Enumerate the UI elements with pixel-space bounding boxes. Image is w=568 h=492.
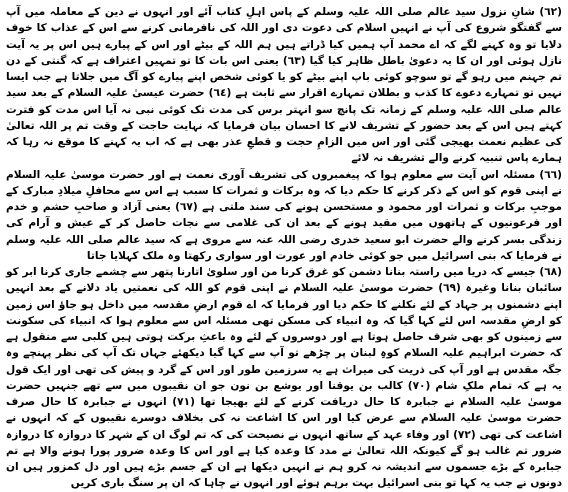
footnote-paragraph-62-65: (٦٢) شانِ نزول سید عالم صلی اللہ علیہ وسلم کے پاس اہلِ کتاب آئے اور انہوں نے دین کے معاملہ میں آپ سے گفتگو شروع کی آپ نے انہیں اسلام کی دعوت دی اور اللہ کی نافرمانی کرنے سے اس کے عذاب کا خوف دلایا تو وہ کہنے لگے کہ اے محمد آپ ہمیں کیا ڈراتے ہیں ہم اللہ کے بیٹے اور اس کے پیارے ہیں اس پر یہ آیت نازل ہوئی اور ان کا یہ دعویٰ باطل ظاہر کیا گیا (٦٣) یعنی اس بات کا تو تمہیں اعتراف ہے کہ گنتی کے دن تم جہنم میں رہو گے تو سوچو کوئی باپ اپنے بیٹے کو یا کوئی شخص اپنے پیارے کو آگ میں جلاتا ہے جب ایسا نہیں تو تمہارے دعوے کا کذب و بطلان تمہارے اقرار سے ثابت ہے (٦٤) حضرت عیسیٰ علیہ السلام کے بعد سید عالم صلی اللہ علیہ وسلم کے زمانہ تک پانچ سو انہتر برس کی مدت تک کوئی نبی نہ آیا اس مدت کو فترت کہتے ہیں اس کے بعد حضور کے تشریف لانے کا احسان بیان فرمایا کہ نہایت حاجت کے وقت تم پر اللہ تعالیٰ کی عظیم نعمت بھیجی گئی اور اس میں الزامِ حجت و قطعِ عذر بھی ہے کہ اب یہ کہنے کا موقع نہ رہا کہ ہمارے پاس تنبیہ کرنے والے تشریف نہ لائے (6, 6, 563, 165)
footnote-paragraph-68-72: (٦٨) جیسے کہ دریا میں راستہ بنانا دشمن کو غرق کرنا من اور سلویٰ اتارنا پتھر سے چشمے جاری کرنا ابر کو سائبان بنانا وغیرہ (٦٩) حضرت موسیٰ علیہ السلام نے اپنی قوم کو اللہ کی نعمتیں یاد دلانے کے بعد انہیں اپنے دشمنوں پر جہاد کے لئے نکلنے کا حکم دیا اور فرمایا کہ اے قوم ارضِ مقدسہ میں داخل ہو جاؤ اس زمین کو ارضِ مقدسہ اس لئے کہا گیا کہ وہ انبیاء کی مسکن تھی مسئلہ اس سے معلوم ہوا کہ انبیاء کی سکونت سے زمینوں کو بھی شرف حاصل ہوتا ہے اور دوسروں کے لئے وہ باعثِ برکت ہوتی ہیں کلبی سے منقول ہے کہ حضرت ابراہیم علیہ السلام کوہِ لبنان پر چڑھے تو آپ سے کہا گیا دیکھئے جہاں تک آپ کی نظر پہنچے وہ جگہ مقدس ہے اور آپ کی ذریت کی میراث ہے یہ سرزمین طور اور اس کے گرد و پیش کی تھی اور ایک قول یہ ہے کہ تمام ملکِ شام (٧٠) کالب بن یوقنا اور یوشع بن نون جو ان نقیبوں میں سے تھے جنہیں حضرت موسیٰ علیہ السلام نے جبابرہ کا حال دریافت کرنے کے لئے بھیجا تھا (٧١) انہوں نے جبابرہ کا حال صرف حضرت موسیٰ علیہ السلام سے عرض کیا اور اس کا اشاعت نہ کی بخلاف دوسرے نقیبوں کے کہ انہوں نے اشاعت کی تھی (٧٢) اور وفاء عہد کے ساتھ انہوں نے نصیحت کی کہ تم لوگ ان کے شہر کا دروازہ کا دروازہ ضرور تم غالب ہو گے کیونکہ اللہ تعالیٰ نے مدد کا وعدہ کیا ہے اور اس کا وعدہ ضرور پورا ہونے والا ہے تم جبابرہ کے بڑے جسموں سے اندیشہ نہ کرو ہم نے انہیں دیکھا ہے ان کے جسم بڑے ہیں اور دل کمزور ہیں ان دونوں نے جب یہ کہا تو بنی اسرائیل بہت برہم ہوئے اور انہوں نے چاہا کہ ان پر سنگ باری کریں (5, 266, 563, 490)
footnote-paragraph-66-67: (٦٦) مسئلہ اس آیت سے معلوم ہوا کہ پیغمبروں کی تشریف آوری نعمت ہے اور حضرت موسیٰ علیہ السلام نے اپنی قوم کو اس کے ذکر کرنے کا حکم دیا کہ وہ برکات و ثمرات کا سبب ہے اس سے محافلِ میلادِ مبارک کے موجبِ برکات و ثمرات اور محمود و مستحسن ہونے کی سند ملتی ہے (٦٧) یعنی آزاد و صاحبِ حشم و خدم اور فرعونیوں کے ہاتھوں میں مقید ہونے کے بعد ان کی غلامی سے نجات حاصل کر کے عیش و آرام کی زندگی بسر کرنے والے حضرت ابو سعید خدری رضی اللہ عنہ سے مروی ہے کہ سید عالم صلی اللہ علیہ وسلم نے فرمایا کہ بنی اسرائیل میں جو کوئی خادم اور عورت اور سواری رکھتا وہ ملک کہلایا جاتا (6, 168, 562, 262)
